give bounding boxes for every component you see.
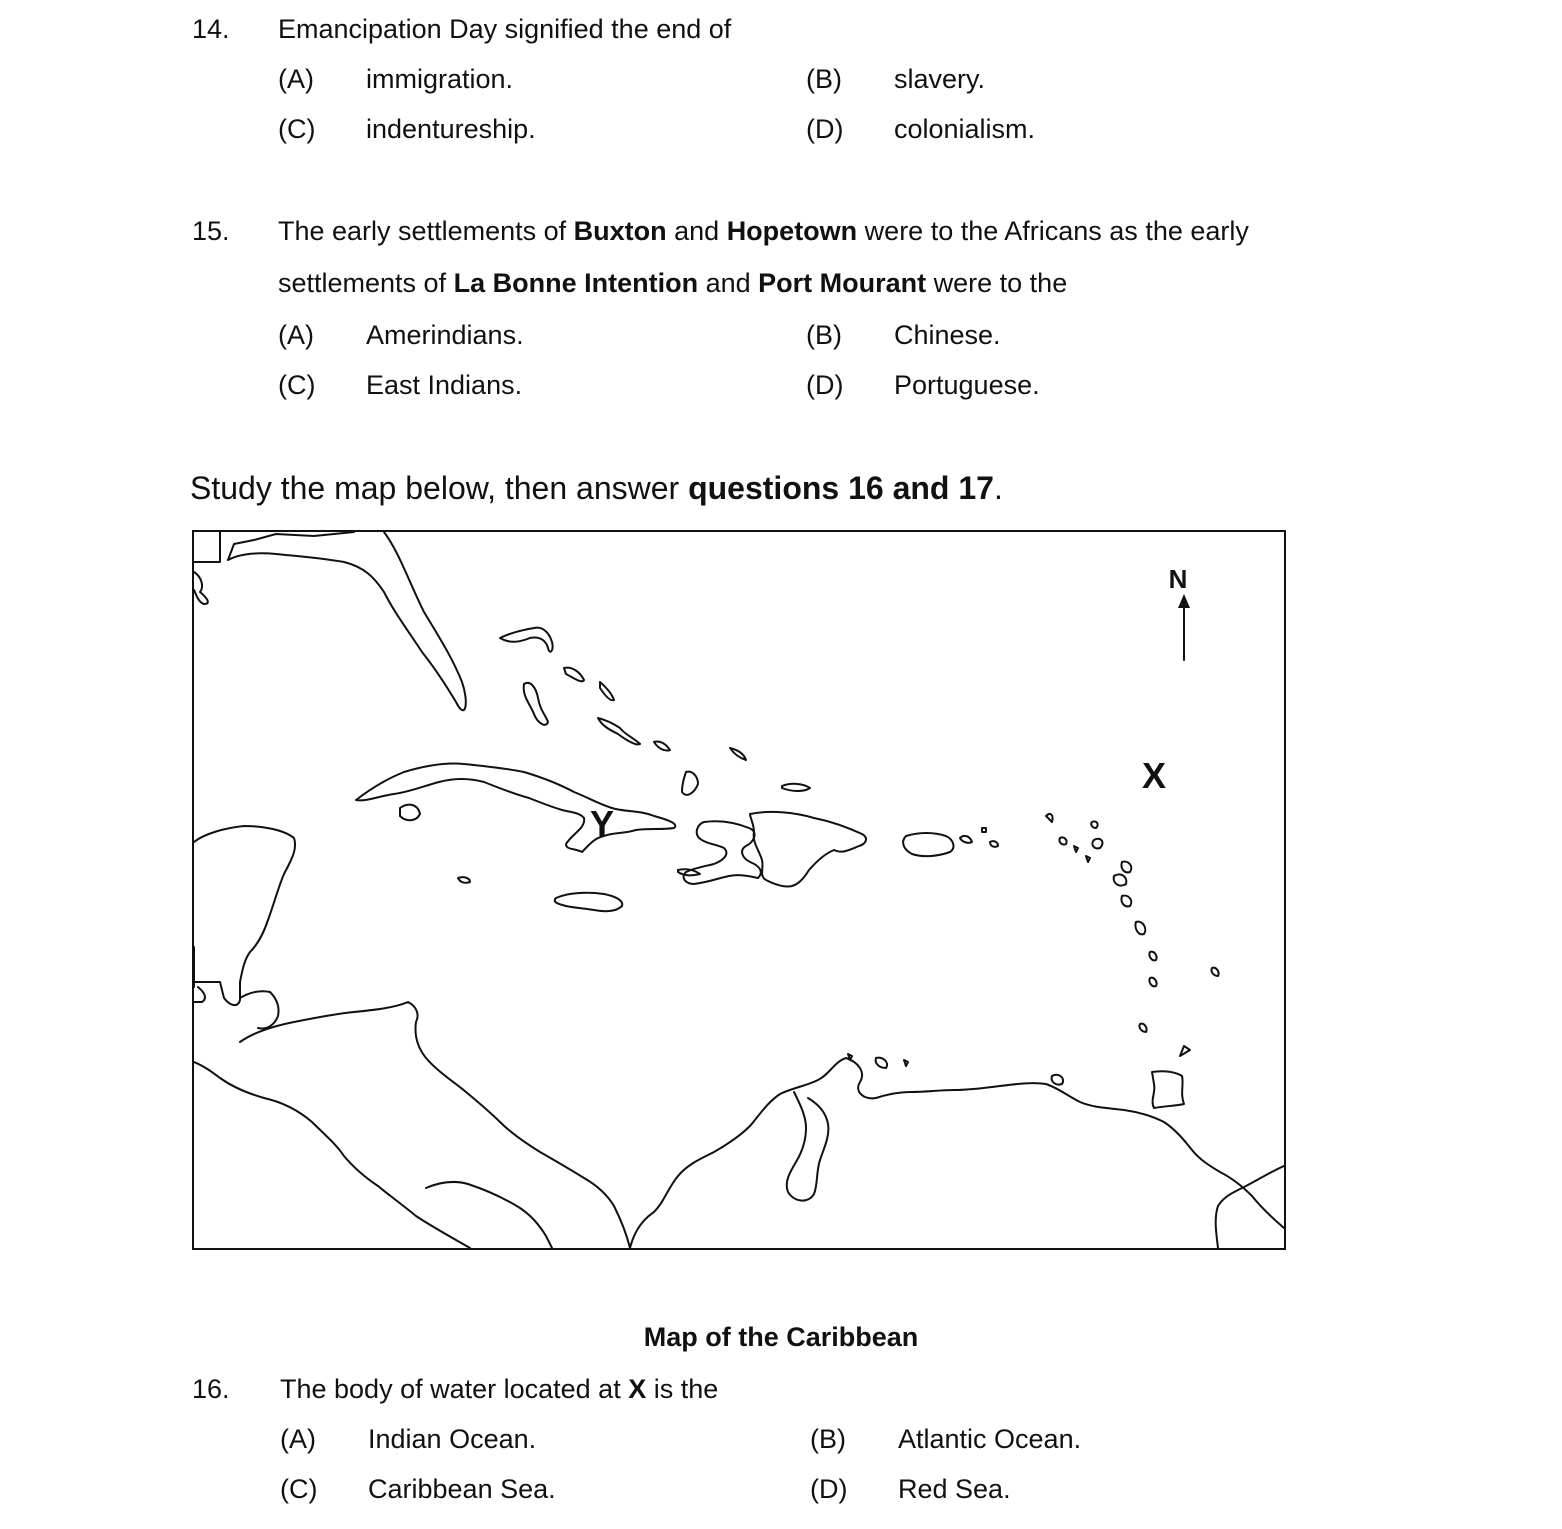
option-b-text: Atlantic Ocean. bbox=[898, 1424, 1082, 1454]
instruction-bold: questions 16 and 17 bbox=[688, 470, 994, 506]
option-b-letter: (B) bbox=[810, 1424, 846, 1454]
bahamas-island bbox=[730, 748, 746, 760]
lesser-antilles-island bbox=[1149, 978, 1156, 987]
stem-text: and bbox=[698, 268, 759, 298]
option-b-text: slavery. bbox=[894, 64, 986, 94]
cayman-island bbox=[458, 877, 470, 883]
abc-island bbox=[876, 1058, 887, 1068]
gulf-coast-bit bbox=[194, 572, 208, 604]
question-stem bbox=[280, 1374, 718, 1405]
question-number: 16. bbox=[192, 1374, 230, 1404]
gonave-island bbox=[678, 869, 700, 875]
option-c-letter: (C) bbox=[278, 114, 316, 144]
option-d-letter: (D) bbox=[810, 1474, 848, 1504]
option-d-letter: (D) bbox=[806, 114, 844, 144]
map-instruction bbox=[190, 470, 1003, 507]
option-a-letter: (A) bbox=[278, 320, 314, 350]
stem-bold-x: X bbox=[628, 1374, 647, 1404]
question-number: 15. bbox=[192, 216, 230, 246]
lesser-antilles-island bbox=[1074, 846, 1078, 852]
lesser-antilles-island bbox=[1180, 1046, 1190, 1056]
option-a-text: Indian Ocean. bbox=[368, 1424, 537, 1454]
florida-outline bbox=[228, 532, 466, 710]
stem-bold-buxton: Buxton bbox=[573, 216, 667, 246]
north-label: N bbox=[1168, 564, 1188, 594]
option-d-letter: (D) bbox=[806, 370, 844, 400]
stem-text: settlements of bbox=[278, 268, 454, 298]
option-a-text: Amerindians. bbox=[366, 320, 524, 350]
question-stem: Emancipation Day signified the end of bbox=[278, 14, 732, 44]
lesser-antilles-island bbox=[1121, 862, 1131, 873]
abc-island bbox=[904, 1060, 908, 1066]
option-b-letter: (B) bbox=[806, 320, 842, 350]
option-a-letter: (A) bbox=[278, 64, 314, 94]
lesser-antilles-island bbox=[1092, 839, 1102, 849]
lesser-antilles-island bbox=[1121, 896, 1131, 907]
lesser-antilles-island bbox=[1091, 821, 1097, 828]
virgin-island bbox=[982, 828, 986, 832]
caribbean-map bbox=[192, 530, 1286, 1250]
margarita-island bbox=[1052, 1075, 1063, 1085]
cuba-outline bbox=[356, 763, 675, 852]
bahamas-island bbox=[654, 741, 670, 750]
jamaica-outline bbox=[555, 893, 623, 911]
north-arrow-head bbox=[1178, 594, 1190, 608]
lesser-antilles-island bbox=[1135, 922, 1145, 935]
option-d-text: Portuguese. bbox=[894, 370, 1040, 400]
virgin-island bbox=[990, 841, 998, 847]
lesser-antilles-island bbox=[1139, 1024, 1146, 1032]
stem-bold-la-bonne-intention: La Bonne Intention bbox=[453, 268, 699, 298]
option-a-letter: (A) bbox=[280, 1424, 316, 1454]
bahamas-island bbox=[500, 628, 553, 652]
option-b-text: Chinese. bbox=[894, 320, 1001, 350]
option-d-text: colonialism. bbox=[894, 114, 1036, 144]
vieques-island bbox=[960, 836, 972, 843]
trinidad-outline bbox=[1152, 1071, 1184, 1108]
option-d-text: Red Sea. bbox=[898, 1474, 1011, 1504]
south-america-coast bbox=[630, 1058, 1284, 1248]
belize-coast bbox=[194, 947, 205, 1002]
bahamas-island bbox=[564, 668, 584, 682]
question-number: 14. bbox=[192, 14, 230, 44]
stem-text: were to the Africans as the early bbox=[857, 216, 1249, 246]
central-america-outline bbox=[194, 1002, 630, 1248]
stem-text: were to the bbox=[926, 268, 1068, 298]
lesser-antilles-island bbox=[1086, 856, 1090, 862]
stem-text: is the bbox=[646, 1374, 719, 1404]
hispaniola-outline bbox=[684, 812, 866, 887]
option-c-text: Caribbean Sea. bbox=[368, 1474, 556, 1504]
isle-of-youth bbox=[400, 805, 420, 821]
option-c-text: indentureship. bbox=[366, 114, 536, 144]
stem-text: The early settlements of bbox=[278, 216, 574, 246]
stem-bold-hopetown: Hopetown bbox=[726, 216, 858, 246]
bahamas-island bbox=[524, 683, 548, 725]
map-corner-notch bbox=[194, 532, 220, 562]
option-c-letter: (C) bbox=[278, 370, 316, 400]
map-label-y: Y bbox=[589, 803, 615, 844]
lesser-antilles-island bbox=[1149, 952, 1156, 961]
stem-bold-port-mourant: Port Mourant bbox=[758, 268, 927, 298]
lesser-antilles-island bbox=[1046, 814, 1053, 822]
option-b-letter: (B) bbox=[806, 64, 842, 94]
bahamas-island bbox=[598, 718, 640, 744]
stem-text: The body of water located at bbox=[280, 1374, 629, 1404]
tortuga-island bbox=[782, 784, 810, 791]
puerto-rico-outline bbox=[903, 833, 953, 856]
instruction-text: Study the map below, then answer bbox=[190, 470, 689, 506]
lesser-antilles-island bbox=[1114, 874, 1127, 885]
question-stem-line-1 bbox=[278, 216, 1249, 247]
map-drawing bbox=[194, 532, 1284, 1248]
lesser-antilles-island bbox=[1211, 968, 1218, 976]
map-caption: Map of the Caribbean bbox=[643, 1322, 919, 1352]
bahamas-island bbox=[600, 682, 614, 700]
instruction-period: . bbox=[993, 470, 1003, 506]
lesser-antilles-island bbox=[1059, 837, 1066, 844]
option-c-letter: (C) bbox=[280, 1474, 318, 1504]
option-a-text: immigration. bbox=[366, 64, 514, 94]
option-c-text: East Indians. bbox=[366, 370, 523, 400]
yucatan-outline bbox=[194, 826, 295, 1029]
bahamas-island bbox=[682, 772, 698, 795]
question-stem-line-2 bbox=[278, 268, 1067, 299]
stem-text: and bbox=[666, 216, 727, 246]
map-label-x: X bbox=[1141, 755, 1167, 796]
